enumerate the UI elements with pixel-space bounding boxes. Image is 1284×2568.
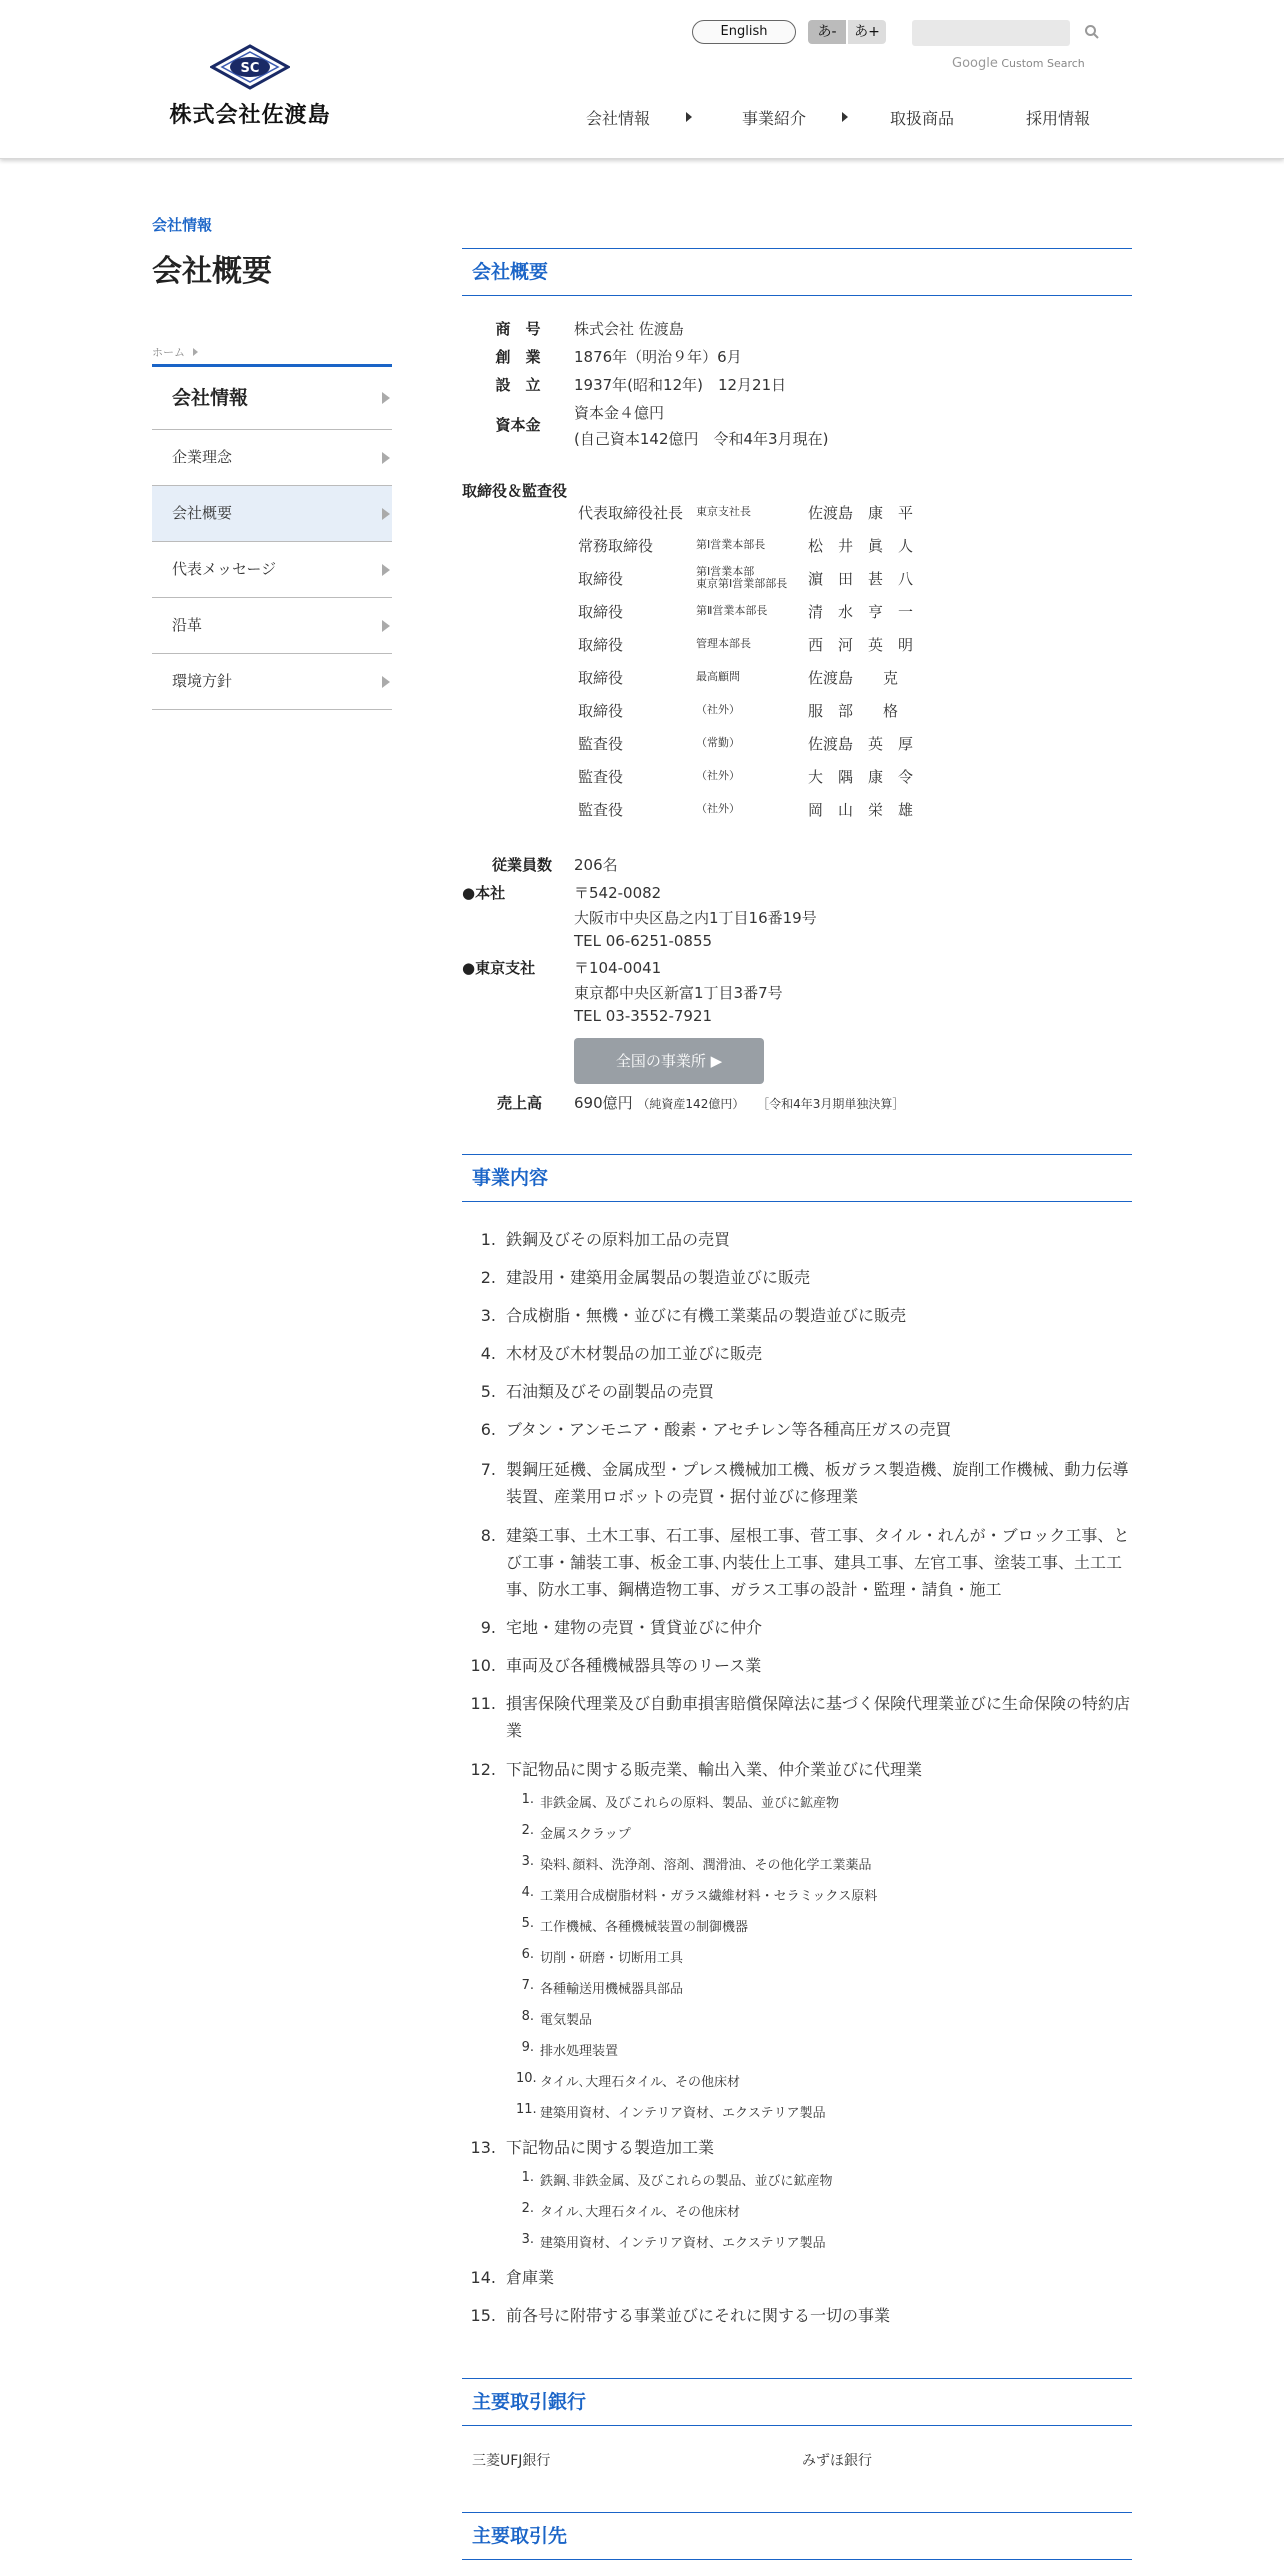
business-item: [480, 1456, 1132, 1510]
font-small-button[interactable]: あ-: [808, 20, 846, 44]
nav-arrow-icon: [842, 112, 848, 122]
business-subitem-number: 2.: [521, 1823, 534, 1838]
business-item-text: 前各号に附帯する事業並びにそれに関する一切の事業: [506, 2306, 891, 2325]
sidebar-item-philosophy[interactable]: [152, 430, 392, 486]
business-subitem: [521, 2232, 826, 2251]
business-item-text: 建設用・建築用金属製品の製造並びに販売: [506, 1268, 811, 1287]
business-item-number: 2.: [480, 1268, 496, 1287]
sidebar-item-overview[interactable]: [152, 486, 392, 542]
business-item: [480, 1378, 1132, 1405]
chevron-right-icon: [382, 392, 390, 404]
business-item-text: 車両及び各種機械器具等のリース業: [506, 1656, 762, 1675]
business-item-text: 木材及び木材製品の加工並びに販売: [506, 1344, 763, 1363]
officer-name: 佐渡島 康 平: [808, 504, 914, 522]
google-label: Google: [952, 56, 998, 71]
business-subitem-number: 1.: [521, 1792, 534, 1807]
business-subitem-text: タイル､大理石タイル、その他床材: [540, 2205, 740, 2220]
clients-heading: 主要取引先: [462, 2512, 1132, 2560]
business-subitem: [516, 2071, 740, 2090]
banks-section: [462, 2378, 1132, 2426]
business-item-number: 12.: [470, 1760, 496, 1779]
officer-role: 取締役: [578, 603, 624, 621]
google-cse-label: [952, 56, 1085, 71]
tokyo-address: 東京都中央区新富1丁目3番7号: [574, 984, 783, 1002]
row-value: 1937年(昭和12年) 12月21日: [574, 376, 787, 394]
officer-dept: 第Ⅱ営業本部長: [696, 604, 768, 617]
chevron-right-icon: [382, 620, 390, 632]
breadcrumb: [152, 344, 198, 360]
sidebar-item-label: 代表メッセージ: [172, 560, 277, 578]
business-item: [470, 2264, 1132, 2291]
business-item-number: 13.: [470, 2138, 496, 2157]
business-subitem: [521, 2040, 619, 2059]
nav-recruit[interactable]: 採用情報: [1026, 109, 1091, 128]
company-name: 株式会社佐渡島: [169, 103, 331, 128]
sales-note-2: ［令和4年3月期単独決算］: [757, 1097, 905, 1111]
business-subitem-text: 建築用資材、インテリア資材、エクステリア製品: [540, 2106, 826, 2121]
business-subitem-number: 8.: [521, 2009, 534, 2024]
business-item: [470, 1652, 1132, 1679]
business-subitem-text: 鉄鋼､非鉄金属、及びこれらの製品、並びに鉱産物: [540, 2174, 833, 2189]
business-item-number: 8.: [480, 1526, 496, 1545]
officer-role: 取締役: [578, 570, 624, 588]
business-subitem-number: 3.: [521, 2232, 534, 2247]
officer-dept: 最高顧問: [696, 670, 740, 683]
officer-role: 代表取締役社長: [578, 504, 684, 522]
nav-products[interactable]: 取扱商品: [890, 109, 955, 128]
business-item-number: 6.: [480, 1420, 496, 1439]
business-item: [470, 1690, 1132, 1744]
business-item-number: 7.: [480, 1460, 496, 1479]
banks-heading: 主要取引銀行: [462, 2378, 1132, 2426]
row-value-2: (自己資本142億円 令和4年3月現在): [574, 430, 829, 448]
sidebar-item-history[interactable]: [152, 598, 392, 654]
officer-dept: （社外）: [696, 769, 740, 782]
sidebar-item-label: 企業理念: [172, 448, 233, 466]
business-item-number: 11.: [470, 1694, 496, 1713]
sidebar: [152, 364, 392, 710]
business-item-text: ブタン・アンモニア・酸素・アセチレン等各種高圧ガスの売買: [506, 1420, 952, 1439]
business-subitem: [521, 1854, 872, 1873]
officer-name: 西 河 英 明: [808, 636, 914, 654]
business-item-number: 10.: [470, 1656, 496, 1675]
business-subitem-text: 建築用資材、インテリア資材、エクステリア製品: [540, 2236, 826, 2251]
chevron-right-icon: [382, 564, 390, 576]
officer-role: 取締役: [578, 669, 624, 687]
business-item-number: 14.: [470, 2268, 496, 2287]
site-logo[interactable]: [160, 44, 340, 129]
chevron-right-icon: [382, 676, 390, 688]
business-subitem: [521, 1823, 631, 1842]
officer-dept: 東京支社長: [696, 505, 751, 518]
business-item-text: 鉄鋼及びその原料加工品の売買: [506, 1230, 731, 1249]
officer-name: 佐渡島 英 厚: [808, 735, 914, 753]
row-key: 商 号: [495, 320, 541, 338]
officer-role: 監査役: [578, 735, 624, 753]
tokyo-postal: 〒104-0041: [574, 959, 662, 977]
business-item: [470, 2302, 1132, 2329]
chevron-right-icon: [382, 452, 390, 464]
nav-business[interactable]: 事業紹介: [742, 109, 807, 128]
business-subitem-text: 金属スクラップ: [540, 1827, 631, 1842]
business-subitem-text: タイル､大理石タイル、その他床材: [540, 2075, 740, 2090]
employees-key: 従業員数: [491, 856, 552, 874]
business-subitem-number: 11.: [516, 2102, 537, 2117]
officer-name: 服 部 格: [808, 702, 899, 720]
business-section: [462, 1154, 1132, 1202]
chevron-right-icon: [382, 508, 390, 520]
overview-section: [462, 248, 1132, 296]
business-subitem-number: 2.: [521, 2201, 534, 2216]
business-item-text: 倉庫業: [506, 2268, 555, 2287]
business-subitem-text: 工作機械、各種機械装置の制御機器: [540, 1920, 749, 1935]
officer-dept: （社外）: [696, 703, 740, 716]
officer-name: 岡 山 栄 雄: [808, 801, 914, 819]
business-subitem: [516, 2102, 826, 2121]
logo-mark-icon: [210, 44, 290, 90]
bank-item: みずほ銀行: [802, 2453, 872, 2469]
business-item-text: 下記物品に関する製造加工業: [506, 2138, 715, 2157]
sidebar-item-label: 沿革: [172, 616, 203, 634]
business-subitem-text: 非鉄金属、及びこれらの原料、製品、並びに鉱産物: [540, 1796, 840, 1811]
business-item-number: 15.: [470, 2306, 496, 2325]
tokyo-key: ●東京支社: [462, 959, 536, 977]
business-subitem-text: 切削・研磨・切断用工具: [540, 1951, 684, 1966]
sidebar-item-label: 環境方針: [172, 672, 233, 690]
business-subitem: [521, 1947, 684, 1966]
officer-name: 佐渡島 克: [808, 669, 899, 687]
business-subitem-text: 工業用合成樹脂材料・ガラス繊維材料・セラミックス原料: [540, 1889, 878, 1904]
search-input[interactable]: [912, 20, 1070, 46]
business-subitem-text: 排水処理装置: [540, 2044, 619, 2059]
font-large-button[interactable]: あ+: [848, 20, 886, 44]
nav-arrow-icon: [686, 112, 692, 122]
business-item-number: 1.: [480, 1230, 496, 1249]
employees-value: 206名: [574, 856, 618, 874]
hq-postal: 〒542-0082: [574, 884, 662, 902]
business-item-text: 下記物品に関する販売業、輸出入業、仲介業並びに代理業: [506, 1760, 923, 1779]
row-value: 資本金４億円: [574, 404, 665, 422]
officer-dept: 第Ⅰ営業本部長: [696, 538, 766, 551]
business-item-text: 製鋼圧延機、金属成型・プレス機械加工機、板ガラス製造機、旋削工作機械、動力伝導装置、産業用ロボットの売買・据付並びに修理業: [506, 1460, 1129, 1506]
overview-heading: 会社概要: [462, 248, 1132, 296]
business-subitem: [521, 2170, 833, 2189]
business-item: [480, 1416, 1132, 1443]
officer-dept: （常勤）: [696, 736, 740, 749]
business-subitem: [521, 1916, 749, 1935]
business-item: [480, 1340, 1132, 1367]
officer-name: 清 水 亨 一: [808, 603, 914, 621]
business-subitem-number: 4.: [521, 1885, 534, 1900]
sidebar-item-message[interactable]: [152, 542, 392, 598]
officer-name: 松 井 眞 人: [808, 537, 914, 555]
officer-role: 常務取締役: [578, 537, 654, 555]
business-item-text: 合成樹脂・無機・並びに有機工業薬品の製造並びに販売: [506, 1306, 907, 1325]
business-item-text: 損害保険代理業及び自動車損害賠償保障法に基づく保険代理業並びに生命保険の特約店業: [506, 1694, 1131, 1740]
business-subitem-text: 電気製品: [540, 2013, 593, 2028]
officer-name: 大 隅 康 令: [808, 768, 914, 786]
business-subitem-number: 6.: [521, 1947, 534, 1962]
officer-role: 取締役: [578, 702, 624, 720]
sales-value: 690億円: [574, 1094, 633, 1112]
sidebar-item-environment[interactable]: [152, 654, 392, 710]
category-label: 会社情報: [152, 216, 213, 234]
logo-letters: SC: [240, 61, 260, 76]
sales-row: [574, 1092, 904, 1113]
business-subitem: [521, 1978, 684, 1997]
tokyo-tel: TEL 03-3552-7921: [574, 1007, 713, 1025]
business-item: [480, 1522, 1132, 1603]
business-item-number: 9.: [480, 1618, 496, 1637]
business-subitem-text: 染料､顔料、洗浄剤、溶剤、潤滑油、その他化学工業薬品: [540, 1858, 872, 1873]
business-subitem: [521, 2201, 740, 2220]
business-item: [480, 1264, 1132, 1291]
site-header: [0, 0, 1284, 159]
business-item-text: 建築工事、土木工事、石工事、屋根工事、菅工事、タイル・れんが・ブロック工事、とび工事・舗装工事、板金工事､内装仕上工事、建具工事、左官工事、塗装工事、土工工事、防水工事、鋼構造物工事、ガラス工事の設計・監理・請負・施工: [506, 1526, 1130, 1599]
all-offices-button[interactable]: 全国の事業所 ▶: [574, 1038, 764, 1084]
row-value: 株式会社 佐渡島: [574, 320, 684, 338]
business-item: [480, 1302, 1132, 1329]
business-subitem-number: 1.: [521, 2170, 534, 2185]
row-key: 資本金: [495, 416, 541, 434]
business-heading: 事業内容: [462, 1154, 1132, 1202]
officer-role: 監査役: [578, 801, 624, 819]
business-item-text: 石油類及びその副製品の売買: [506, 1382, 715, 1401]
hq-tel: TEL 06-6251-0855: [574, 932, 713, 950]
page-title: 会社概要: [152, 254, 272, 289]
business-subitem: [521, 2009, 593, 2028]
business-item-number: 5.: [480, 1382, 496, 1401]
business-subitem-text: 各種輸送用機械器具部品: [540, 1982, 684, 1997]
clients-section: [462, 2512, 1132, 2560]
cse-label: Custom Search: [1001, 57, 1085, 70]
business-subitem-number: 3.: [521, 1854, 534, 1869]
officer-dept: 管理本部長: [696, 637, 751, 650]
sales-key: 売上高: [496, 1094, 542, 1112]
sidebar-item-label: 会社概要: [172, 504, 233, 522]
breadcrumb-home[interactable]: ホーム: [152, 346, 185, 359]
business-item: [470, 1756, 1132, 1783]
business-item-text: 宅地・建物の売買・賃貸並びに仲介: [506, 1618, 763, 1637]
business-item: [480, 1226, 1132, 1253]
business-subitem-number: 7.: [521, 1978, 534, 1993]
search-icon[interactable]: [1084, 24, 1100, 40]
row-key: 設 立: [495, 376, 541, 394]
business-subitem: [521, 1885, 878, 1904]
sidebar-head[interactable]: [152, 364, 392, 430]
business-item-number: 4.: [480, 1344, 496, 1363]
sales-note: （純資産142億円）: [637, 1097, 745, 1111]
officers-label: 取締役＆監査役: [462, 482, 568, 500]
business-item: [470, 2134, 1132, 2161]
business-item: [480, 1614, 1132, 1641]
row-value: 1876年（明治９年）6月: [574, 348, 742, 366]
business-subitem-number: 10.: [516, 2071, 537, 2086]
officer-dept: 第Ⅰ営業本部 東京第Ⅰ営業部部長: [696, 565, 788, 590]
officer-dept: （社外）: [696, 802, 740, 815]
business-subitem-number: 5.: [521, 1916, 534, 1931]
nav-company[interactable]: 会社情報: [586, 109, 651, 128]
sidebar-head-label: 会社情報: [172, 387, 249, 409]
hq-key: ●本社: [462, 884, 506, 902]
english-button[interactable]: English: [692, 20, 796, 44]
hq-address: 大阪市中央区島之内1丁目16番19号: [574, 909, 817, 927]
business-item-number: 3.: [480, 1306, 496, 1325]
business-subitem: [521, 1792, 840, 1811]
officer-role: 取締役: [578, 636, 624, 654]
officer-role: 監査役: [578, 768, 624, 786]
bank-item: 三菱UFJ銀行: [472, 2453, 551, 2469]
breadcrumb-arrow-icon: [193, 348, 198, 356]
business-subitem-number: 9.: [521, 2040, 534, 2055]
officer-name: 濵 田 甚 八: [808, 570, 914, 588]
row-key: 創 業: [495, 348, 541, 366]
